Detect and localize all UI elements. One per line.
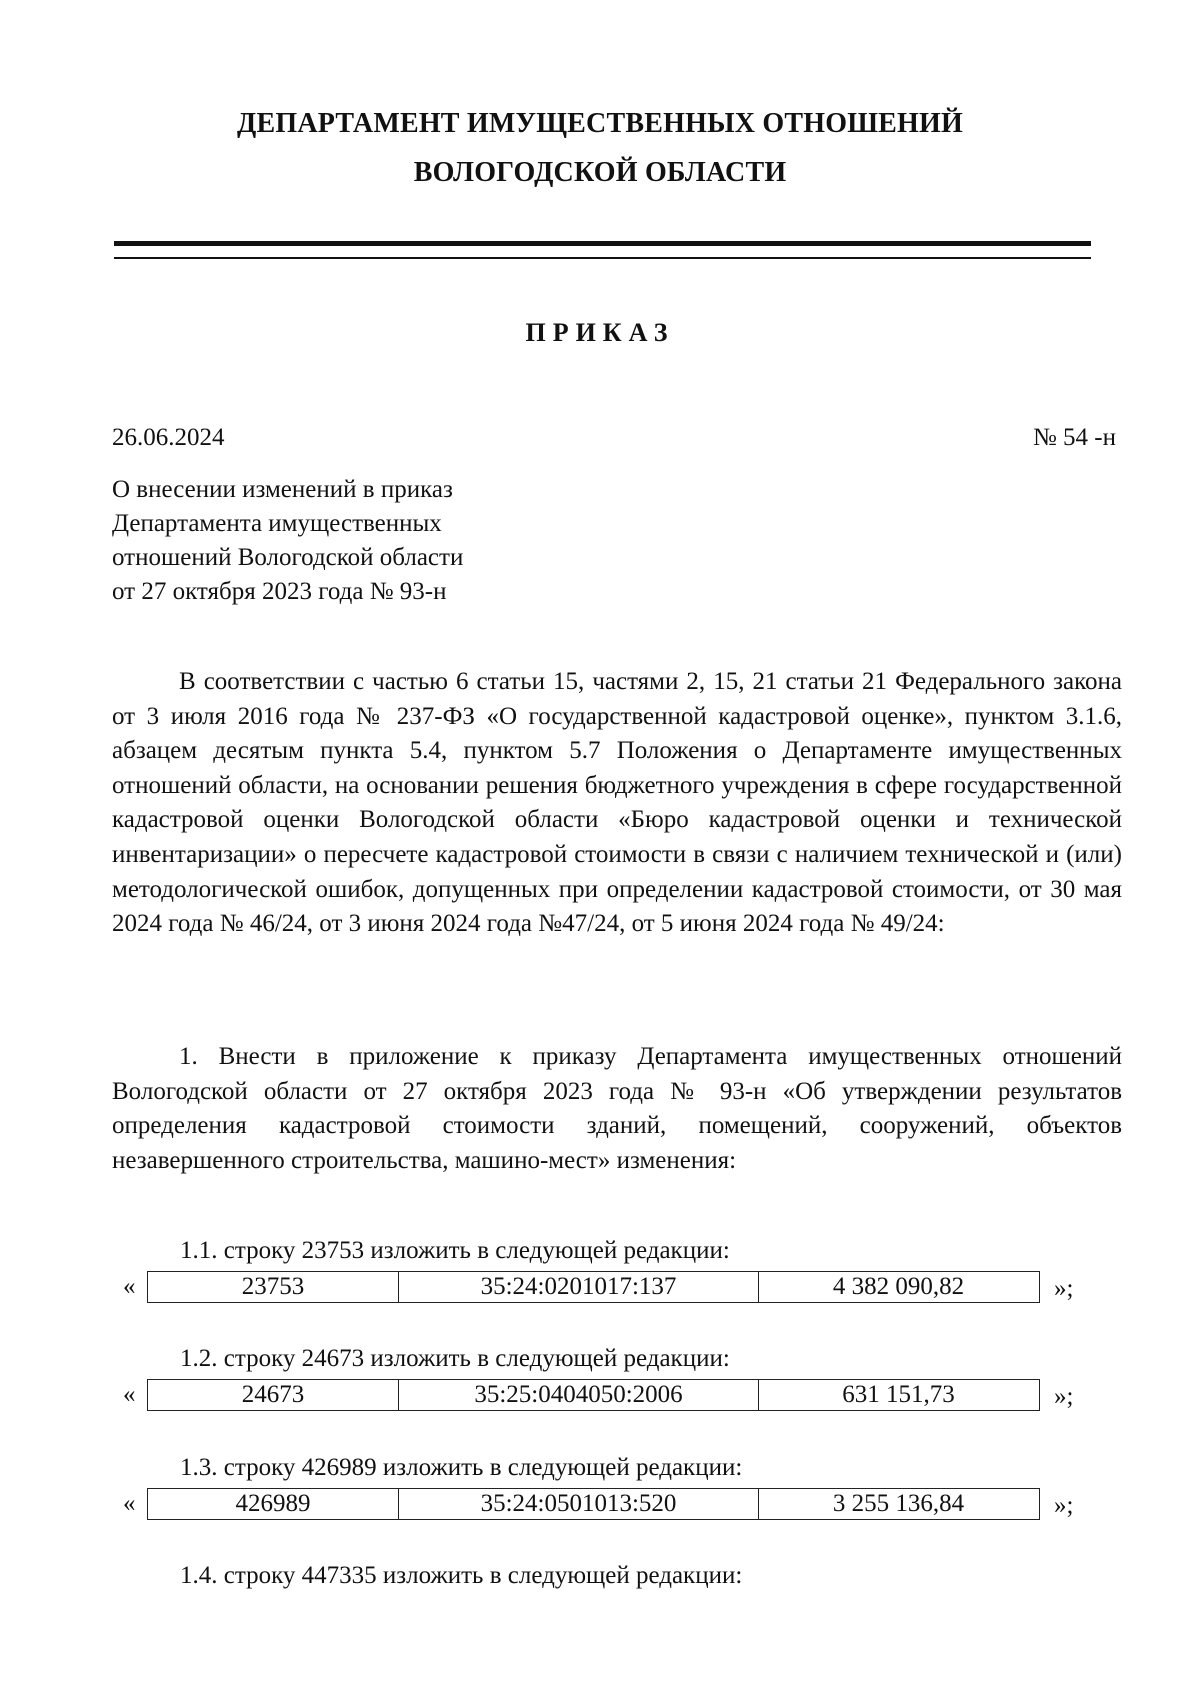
item-label: 1.2. строку 24673 изложить в следующей редакции: [180,1345,730,1372]
item-label: 1.4. строку 447335 изложить в следующей редакции: [180,1562,743,1589]
close-quote: »; [1054,1492,1074,1519]
row-cells [147,1379,1040,1411]
preamble-paragraph: В соответствии с частью 6 статьи 15, частями 2, 15, 21 статьи 21 Федерального закона от 3 июля 2016 года № 237-ФЗ «О государственной кадастровой оценке», пунктом 3.1.6, абзацем десятым пункта 5.4, пунктом 5.7 Положения о Департаменте имущественных отношений области, на основании решения бюджетного учреждения в сфере государственной кадастровой оценки Вологодской области «Бюро кадастровой оценки и технической инвентаризации» о пересчете кадастровой стоимости в связи с наличием технической и (или) методологической ошибок, допущенных при определении кадастровой стоимости, от 30 мая 2024 года № 46/24, от 3 июня 2024 года №47/24, от 5 июня 2024 года № 49/24: [112,668,1122,938]
row-cells [147,1271,1040,1303]
open-quote: « [123,1381,136,1408]
close-quote: »; [1054,1275,1074,1302]
item-label: 1.1. строку 23753 изложить в следующей редакции: [180,1237,730,1264]
close-quote: »; [1054,1383,1074,1410]
cadastral-number-cell: 35:25:0404050:2006 [399,1380,759,1410]
row-number-cell: 23753 [148,1272,399,1302]
order-number: № 54 -н [1032,424,1116,451]
cadastral-value-cell: 631 151,73 [842,1381,955,1408]
cadastral-value-cell: 3 255 136,84 [832,1490,965,1517]
table-row [117,1271,1097,1307]
header-rule-thin [114,257,1091,259]
clause-1-paragraph: 1. Внести в приложение к приказу Департамента имущественных отношений Вологодской области от 27 октября 2023 года № 93-н «Об утверждении результатов определения кадастровой стоимости зданий, помещений, сооружений, объектов незавершенного строительства, машино-мест» изменения: [112,1043,1122,1174]
open-quote: « [123,1273,136,1300]
table-row [117,1488,1097,1524]
cadastral-value-cell: 4 382 090,82 [832,1273,965,1300]
subject-line: Департамента имущественных [112,510,442,537]
order-title: ПРИКАЗ [525,318,675,347]
subject-line: О внесении изменений в приказ [112,476,453,503]
department-name-line1: ДЕПАРТАМЕНТ ИМУЩЕСТВЕННЫХ ОТНОШЕНИЙ [237,108,963,139]
open-quote: « [123,1490,136,1517]
order-date: 26.06.2024 [112,424,225,451]
cadastral-number-cell: 35:24:0201017:137 [399,1272,759,1302]
department-name-line2: ВОЛОГОДСКОЙ ОБЛАСТИ [413,157,787,188]
header-rule-thick [114,241,1091,246]
row-cells [147,1488,1040,1520]
order-subject [112,473,572,609]
item-label: 1.3. строку 426989 изложить в следующей редакции: [180,1454,743,1481]
row-number-cell: 426989 [148,1489,399,1519]
subject-line: отношений Вологодской области [112,544,464,571]
cadastral-number-cell: 35:24:0501013:520 [399,1489,759,1519]
subject-line: от 27 октября 2023 года № 93-н [112,578,447,605]
row-number-cell: 24673 [148,1380,399,1410]
table-row [117,1379,1097,1415]
